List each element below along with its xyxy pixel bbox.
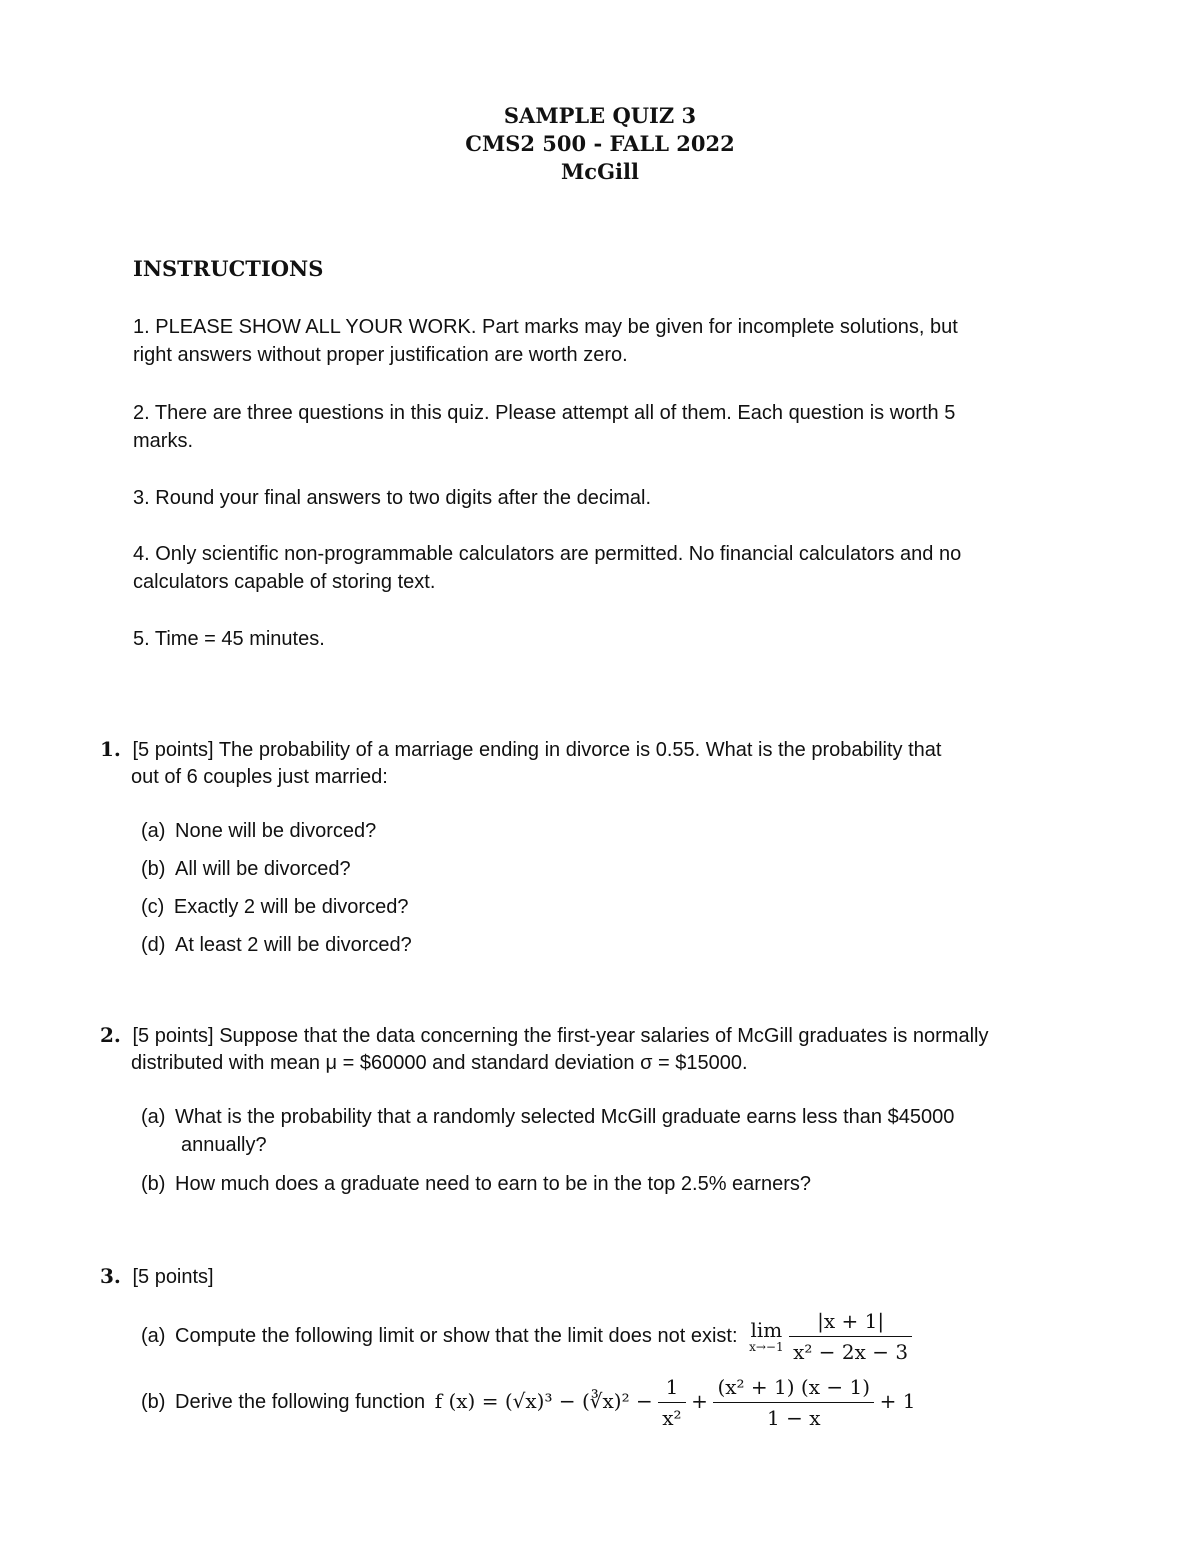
instruction-text: Part marks may be given for incomplete solutions, but [482, 316, 958, 338]
instruction-3 [133, 484, 651, 512]
function-expression: f (x) = (√x)³ − (∛x)² − [434, 1388, 653, 1413]
instruction-number: 2. [133, 402, 150, 424]
instruction-2-cont: marks. [133, 430, 193, 452]
instruction-number: 1. [133, 316, 150, 338]
instruction-text: Only scientific non-programmable calculators are permitted. No financial calculators and no [155, 543, 962, 565]
question-points: [5 points] [132, 739, 214, 761]
instruction-text: There are three questions in this quiz. Please attempt all of them. Each question is worth 5 [154, 402, 956, 424]
fraction-numerator: |x + 1| [789, 1306, 912, 1337]
part-label: (b) [141, 1173, 166, 1195]
quiz-title: SAMPLE QUIZ 3 [503, 103, 697, 128]
q1-part-a [141, 817, 376, 845]
q2-part-a [141, 1103, 954, 1131]
instruction-lead: PLEASE SHOW ALL YOUR WORK. [155, 316, 477, 338]
fraction-polynomial [713, 1372, 874, 1433]
fraction-denominator: x² − 2x − 3 [793, 1340, 909, 1364]
question-3 [100, 1262, 214, 1291]
limit-subscript: x→−1 [749, 1339, 784, 1354]
instruction-1 [133, 313, 958, 341]
instruction-4 [133, 540, 961, 568]
q2-part-a-cont: annually? [181, 1134, 267, 1156]
q3-part-a [141, 1306, 912, 1367]
part-text: All will be divorced? [175, 858, 351, 880]
q1-part-b [141, 855, 351, 883]
question-text: Suppose that the data concerning the first-year salaries of McGill graduates is normally [219, 1025, 989, 1047]
constant-term: + 1 [879, 1388, 916, 1413]
question-number: 3. [100, 1264, 121, 1288]
part-label: (d) [141, 934, 166, 956]
part-text: Derive the following function [175, 1390, 426, 1413]
instruction-number: 3. [133, 487, 150, 509]
part-label: (a) [141, 820, 166, 842]
q1-part-d [141, 931, 412, 959]
course-line: CMS2 500 - FALL 2022 [465, 131, 735, 156]
limit-symbol: lim [750, 1317, 783, 1342]
instructions-heading: INSTRUCTIONS [133, 256, 324, 281]
part-text: Exactly 2 will be divorced? [173, 896, 409, 918]
part-text: At least 2 will be divorced? [175, 934, 412, 956]
question-text: The probability of a marriage ending in divorce is 0.55. What is the probability that [218, 739, 942, 761]
fraction-denominator: x² [662, 1406, 682, 1430]
part-label: (b) [141, 1390, 166, 1413]
fraction-numerator: 1 [658, 1372, 685, 1403]
instruction-number: 5. [133, 628, 150, 650]
q1-part-c [141, 893, 408, 921]
limit-operator [749, 1317, 784, 1354]
part-label: (c) [141, 896, 165, 918]
part-text: None will be divorced? [175, 820, 377, 842]
instruction-4-cont: calculators capable of storing text. [133, 571, 436, 593]
part-text: What is the probability that a randomly selected McGill graduate earns less than $45000 [175, 1106, 955, 1128]
plus-sign: + [691, 1388, 708, 1413]
instruction-2 [133, 399, 955, 427]
instruction-text: Round your final answers to two digits after the decimal. [155, 487, 652, 509]
question-points: [5 points] [132, 1266, 214, 1288]
question-1-cont: out of 6 couples just married: [131, 766, 388, 788]
part-label: (a) [141, 1106, 166, 1128]
part-label: (b) [141, 858, 166, 880]
fraction-numerator: (x² + 1) (x − 1) [713, 1372, 874, 1403]
question-1 [100, 735, 941, 764]
q2-part-b [141, 1170, 811, 1198]
question-number: 1. [100, 737, 121, 761]
instruction-number: 4. [133, 543, 150, 565]
instruction-1-cont: right answers without proper justification are worth zero. [133, 344, 628, 366]
question-number: 2. [100, 1023, 121, 1047]
part-text: Compute the following limit or show that the limit does not exist: [175, 1324, 738, 1347]
fraction-denominator: 1 − x [767, 1406, 821, 1430]
q3-part-b [141, 1372, 915, 1433]
limit-fraction [789, 1306, 912, 1367]
instruction-text: Time = 45 minutes. [154, 628, 325, 650]
part-label: (a) [141, 1324, 166, 1347]
part-text: How much does a graduate need to earn to be in the top 2.5% earners? [175, 1173, 811, 1195]
question-points: [5 points] [132, 1025, 214, 1047]
instruction-5 [133, 625, 325, 653]
question-2 [100, 1021, 988, 1050]
question-2-cont: distributed with mean μ = $60000 and standard deviation σ = $15000. [131, 1052, 748, 1074]
fraction-one-over-x-squared [658, 1372, 685, 1433]
institution-line: McGill [561, 159, 639, 184]
